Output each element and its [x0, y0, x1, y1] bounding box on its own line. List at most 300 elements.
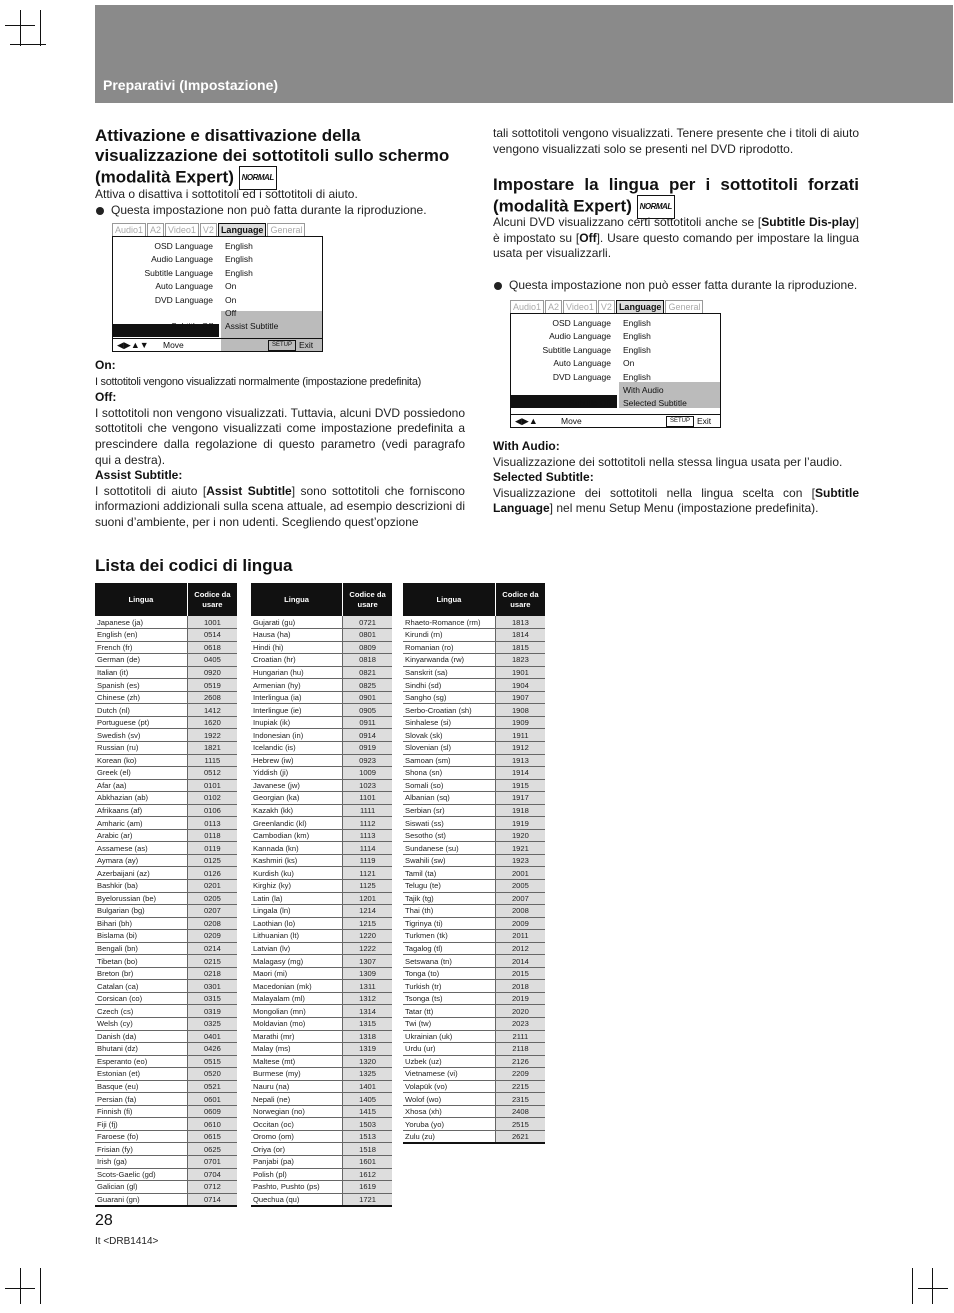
menu-row-label[interactable]: Audio Language: [151, 254, 213, 265]
language-name: Russian (ru): [95, 741, 187, 754]
language-code: 1911: [495, 729, 545, 742]
language-code: 1001: [187, 616, 237, 629]
menu-exit-label: Exit: [299, 340, 314, 350]
table-row: [403, 704, 545, 717]
menu-tab-1[interactable]: A2: [545, 300, 562, 313]
table-row: [95, 905, 237, 918]
menu-tab-4[interactable]: Language: [616, 300, 665, 313]
table-row: [251, 854, 392, 867]
language-code: 1917: [495, 792, 545, 805]
right-continuation-text: tali sottotitoli vengono visualizzati. Tenere presente che i titoli di aiuto vengono visualizzati solo se presenti nel DVD riprodotto.: [493, 126, 859, 156]
language-name: Assamese (as): [95, 842, 187, 855]
language-name: Oromo (om): [251, 1130, 343, 1143]
language-name: Italian (it): [95, 666, 187, 679]
language-name: Rhaeto-Romance (rm): [403, 616, 495, 629]
menu-row-label[interactable]: DVD Language: [154, 294, 213, 305]
language-name: Bashkir (ba): [95, 879, 187, 892]
language-code: 2020: [495, 1005, 545, 1018]
table-row: [251, 654, 392, 667]
menu-row-label[interactable]: DVD Language: [552, 371, 611, 382]
table-row: [251, 1030, 392, 1043]
table-row: [95, 1156, 237, 1169]
language-code: 0106: [187, 804, 237, 817]
table-row: [403, 1043, 545, 1056]
table-row: [403, 829, 545, 842]
language-code: 2315: [495, 1093, 545, 1106]
language-code: 1814: [495, 629, 545, 642]
right-continuation: [493, 126, 859, 157]
col-header-code: Codice da usare: [495, 583, 545, 616]
language-code: 1023: [343, 779, 392, 792]
language-code: 1220: [343, 930, 392, 943]
table-row: [403, 1068, 545, 1081]
crop-mark: [5, 1288, 35, 1289]
language-name: Tatar (tt): [403, 1005, 495, 1018]
language-code: 1009: [343, 767, 392, 780]
menu-row-label[interactable]: Subtitle Display: [154, 308, 213, 318]
language-name: Shona (sn): [403, 767, 495, 780]
language-name: Tajik (tg): [403, 892, 495, 905]
crop-mark: [918, 1288, 948, 1289]
table-row: [403, 905, 545, 918]
with-audio-label: With Audio:: [493, 439, 560, 453]
menu-move-label: Move: [163, 340, 184, 350]
setup-menu-screen: [112, 222, 323, 352]
language-code: 1325: [343, 1068, 392, 1081]
assist-text-bold: Assist Subtitle: [206, 483, 292, 498]
menu-row-label[interactable]: OSD Language: [154, 241, 213, 251]
menu-panel: [112, 236, 323, 352]
language-code: 1612: [343, 1168, 392, 1181]
language-code: 0809: [343, 641, 392, 654]
table-row: [251, 666, 392, 679]
arrow-keys-icon: ◀▶▲: [515, 416, 538, 426]
language-code: 0521: [187, 1080, 237, 1093]
language-code: 2023: [495, 1018, 545, 1031]
menu-tabs: [112, 222, 323, 236]
table-row: [403, 842, 545, 855]
language-code: 0218: [187, 967, 237, 980]
language-code: 2014: [495, 955, 545, 968]
menu-row-value[interactable]: English: [623, 344, 651, 355]
language-code: 1620: [187, 716, 237, 729]
language-name: Afrikaans (af): [95, 804, 187, 817]
language-code: 1114: [343, 842, 392, 855]
language-name: Zulu (zu): [403, 1130, 495, 1143]
language-code: 1619: [343, 1181, 392, 1194]
menu-row-value[interactable]: English: [225, 241, 253, 251]
table-row: [403, 992, 545, 1005]
language-code: 1309: [343, 967, 392, 980]
table-row: [95, 792, 237, 805]
menu-row-value[interactable]: With Audio: [623, 385, 664, 395]
table-row: [403, 1080, 545, 1093]
table-row: [95, 980, 237, 993]
language-code: 1319: [343, 1043, 392, 1056]
menu-tab-0[interactable]: Audio1: [510, 300, 544, 313]
arrow-keys-icon: ◀▶▲▼: [117, 340, 149, 350]
table-row: [95, 879, 237, 892]
table-row: [251, 804, 392, 817]
language-name: Telugu (te): [403, 879, 495, 892]
language-code: 0426: [187, 1043, 237, 1056]
table-row: [95, 741, 237, 754]
table-row: [403, 817, 545, 830]
language-code: 0215: [187, 955, 237, 968]
table-row: [95, 729, 237, 742]
language-name: Pashto, Pushto (ps): [251, 1181, 343, 1194]
table-row: [251, 955, 392, 968]
table-row: [95, 992, 237, 1005]
menu-row-label[interactable]: OSD Language: [552, 318, 611, 328]
table-row: [95, 854, 237, 867]
language-name: Malay (ms): [251, 1043, 343, 1056]
language-name: Abkhazian (ab): [95, 792, 187, 805]
language-name: Sindhi (sd): [403, 679, 495, 692]
menu-footer: [113, 338, 322, 351]
table-row: [403, 1005, 545, 1018]
menu-row-value[interactable]: English: [225, 267, 253, 278]
table-row: [251, 616, 392, 629]
table-row: [251, 980, 392, 993]
language-name: Panjabi (pa): [251, 1156, 343, 1169]
language-code: 1920: [495, 829, 545, 842]
language-name: Irish (ga): [95, 1156, 187, 1169]
language-name: Gujarati (gu): [251, 616, 343, 629]
table-row: [95, 804, 237, 817]
setup-key-icon: SETUP: [268, 340, 296, 351]
language-code: 0712: [187, 1181, 237, 1194]
menu-footer: [511, 414, 720, 427]
language-code: 0101: [187, 779, 237, 792]
language-name: Sanskrit (sa): [403, 666, 495, 679]
menu-tab-5[interactable]: General: [665, 300, 703, 313]
language-code: 2005: [495, 879, 545, 892]
language-name: Icelandic (is): [251, 741, 343, 754]
language-code: 2608: [187, 691, 237, 704]
language-name: Fiji (fj): [95, 1118, 187, 1131]
header-bar: [95, 5, 953, 103]
table-row: [95, 641, 237, 654]
col-header-language: Lingua: [403, 583, 495, 616]
menu-tab-5[interactable]: General: [267, 223, 305, 236]
menu-row-value[interactable]: Assist Subtitle: [225, 321, 279, 332]
right-intro-b: Subtitle Dis-play: [761, 215, 856, 229]
table-row: [403, 729, 545, 742]
table-row: [251, 1068, 392, 1081]
left-intro: [95, 187, 465, 203]
language-name: Bulgarian (bg): [95, 905, 187, 918]
table-row: [403, 867, 545, 880]
language-name: Esperanto (eo): [95, 1055, 187, 1068]
language-name: Tibetan (bo): [95, 955, 187, 968]
language-name: Spanish (es): [95, 679, 187, 692]
language-name: Hebrew (iw): [251, 754, 343, 767]
menu-row-value[interactable]: English: [623, 318, 651, 328]
language-name: Aymara (ay): [95, 854, 187, 867]
table-row: [251, 1055, 392, 1068]
language-name: Swedish (sv): [95, 729, 187, 742]
language-code-table: [95, 583, 237, 1207]
menu-row-label[interactable]: Subtitle Off: [171, 321, 213, 332]
table-row: [403, 691, 545, 704]
table-row: [95, 1005, 237, 1018]
left-bullet: [95, 203, 465, 219]
language-code: 2011: [495, 930, 545, 943]
language-name: Faroese (fo): [95, 1130, 187, 1143]
menu-row-label[interactable]: Subtitle Display: [552, 385, 611, 395]
table-row: [95, 704, 237, 717]
menu-row-label[interactable]: Subtitle Language: [542, 344, 611, 355]
language-code: 1111: [343, 804, 392, 817]
table-row: [251, 1130, 392, 1143]
language-code: 1415: [343, 1105, 392, 1118]
language-name: Volapük (vo): [403, 1080, 495, 1093]
table-row: [403, 679, 545, 692]
language-name: Estonian (et): [95, 1068, 187, 1081]
language-name: Yoruba (yo): [403, 1118, 495, 1131]
table-row: [251, 641, 392, 654]
menu-row-value[interactable]: On: [623, 358, 635, 369]
language-name: Bislama (bi): [95, 930, 187, 943]
menu-row-value[interactable]: English: [623, 331, 651, 342]
crop-mark: [5, 25, 35, 26]
language-code: 0911: [343, 716, 392, 729]
language-code: 1922: [187, 729, 237, 742]
menu-row-value[interactable]: English: [225, 254, 253, 265]
table-row: [403, 980, 545, 993]
menu-row-label[interactable]: Audio Language: [549, 331, 611, 342]
table-row: [403, 1030, 545, 1043]
table-row: [251, 1193, 392, 1206]
table-row: [95, 1018, 237, 1031]
menu-row-label[interactable]: Auto Language: [553, 358, 611, 369]
table-row: [95, 691, 237, 704]
language-name: Somali (so): [403, 779, 495, 792]
language-code: 1312: [343, 992, 392, 1005]
crop-mark: [20, 10, 21, 46]
language-code: 0901: [343, 691, 392, 704]
language-code: 1821: [187, 741, 237, 754]
language-code: 1113: [343, 829, 392, 842]
menu-tab-3[interactable]: V2: [598, 300, 615, 313]
normal-mode-badge: NORMAL: [239, 166, 277, 190]
table-row: [95, 1130, 237, 1143]
language-name: Kashmiri (ks): [251, 854, 343, 867]
table-row: [95, 917, 237, 930]
menu-row-value[interactable]: English: [623, 371, 651, 382]
language-name: Hausa (ha): [251, 629, 343, 642]
language-name: Interlingua (ia): [251, 691, 343, 704]
table-row: [251, 879, 392, 892]
language-code: 0102: [187, 792, 237, 805]
menu-tab-1[interactable]: A2: [147, 223, 164, 236]
right-bullet-text: Questa impostazione non può esser fatta durante la riproduzione.: [509, 277, 858, 292]
table-row: [251, 1080, 392, 1093]
table-row: [251, 779, 392, 792]
menu-row-value[interactable]: Selected Subtitle: [623, 398, 687, 409]
language-name: Bengali (bn): [95, 942, 187, 955]
setup-key-icon: SETUP: [666, 416, 694, 427]
table-row: [251, 829, 392, 842]
language-name: Scots-Gaelic (gd): [95, 1168, 187, 1181]
language-code: 0825: [343, 679, 392, 692]
table-row: [403, 716, 545, 729]
language-code: 0609: [187, 1105, 237, 1118]
menu-tab-0[interactable]: Audio1: [112, 223, 146, 236]
language-code: 0914: [343, 729, 392, 742]
table-row: [251, 1181, 392, 1194]
table-row: [251, 716, 392, 729]
menu-row-label[interactable]: Subtitle Off: [569, 398, 611, 409]
language-name: Ukrainian (uk): [403, 1030, 495, 1043]
language-name: Greenlandic (kl): [251, 817, 343, 830]
table-row: [95, 654, 237, 667]
menu-tab-4[interactable]: Language: [218, 223, 267, 236]
col-header-code: Codice da usare: [343, 583, 392, 616]
table-row: [95, 1080, 237, 1093]
language-code: 0208: [187, 917, 237, 930]
language-code: 0125: [187, 854, 237, 867]
language-code: 1318: [343, 1030, 392, 1043]
table-row: [251, 1156, 392, 1169]
menu-row-value[interactable]: Off: [225, 308, 237, 318]
left-intro-text: Attiva o disattiva i sottotitoli ed i sottotitoli di aiuto.: [95, 187, 358, 201]
language-name: Basque (eu): [95, 1080, 187, 1093]
language-name: Frisian (fy): [95, 1143, 187, 1156]
table-row: [95, 942, 237, 955]
language-name: Guarani (gn): [95, 1193, 187, 1206]
language-name: French (fr): [95, 641, 187, 654]
language-name: Finnish (fi): [95, 1105, 187, 1118]
menu-row-value[interactable]: On: [225, 294, 237, 305]
table-row: [95, 716, 237, 729]
table-row: [403, 879, 545, 892]
language-name: Latvian (lv): [251, 942, 343, 955]
menu-row-label[interactable]: Auto Language: [155, 281, 213, 292]
language-name: Portuguese (pt): [95, 716, 187, 729]
table-row: [95, 1105, 237, 1118]
language-name: Turkmen (tk): [403, 930, 495, 943]
language-code: 1112: [343, 817, 392, 830]
language-name: Latin (la): [251, 892, 343, 905]
menu-tab-3[interactable]: V2: [200, 223, 217, 236]
language-code: 2012: [495, 942, 545, 955]
table-row: [95, 629, 237, 642]
language-code: 0519: [187, 679, 237, 692]
language-name: Samoan (sm): [403, 754, 495, 767]
right-heading: [493, 175, 859, 219]
language-name: Kazakh (kk): [251, 804, 343, 817]
language-code: 1907: [495, 691, 545, 704]
language-code: 2111: [495, 1030, 545, 1043]
language-code: 0325: [187, 1018, 237, 1031]
table-row: [403, 804, 545, 817]
language-name: Romanian (ro): [403, 641, 495, 654]
language-name: Korean (ko): [95, 754, 187, 767]
menu-row-value[interactable]: On: [225, 281, 237, 292]
language-code: 0118: [187, 829, 237, 842]
language-name: Hungarian (hu): [251, 666, 343, 679]
language-code: 2118: [495, 1043, 545, 1056]
language-name: Galician (gl): [95, 1181, 187, 1194]
language-code: 0801: [343, 629, 392, 642]
language-name: Swahili (sw): [403, 854, 495, 867]
language-name: Amharic (am): [95, 817, 187, 830]
language-code: 0401: [187, 1030, 237, 1043]
language-code: 1405: [343, 1093, 392, 1106]
language-name: Armenian (hy): [251, 679, 343, 692]
crop-mark: [932, 1268, 933, 1304]
language-name: Breton (br): [95, 967, 187, 980]
language-code: 1503: [343, 1118, 392, 1131]
table-row: [251, 1018, 392, 1031]
language-code: 1919: [495, 817, 545, 830]
language-code: 1823: [495, 654, 545, 667]
language-name: Macedonian (mk): [251, 980, 343, 993]
language-name: Chinese (zh): [95, 691, 187, 704]
language-code: 0920: [187, 666, 237, 679]
language-name: Serbo-Croatian (sh): [403, 704, 495, 717]
language-code: 0721: [343, 616, 392, 629]
language-name: Slovak (sk): [403, 729, 495, 742]
assist-label: Assist Subtitle:: [95, 468, 183, 483]
codes-heading: Lista dei codici di lingua: [95, 556, 293, 575]
language-name: Czech (cs): [95, 1005, 187, 1018]
language-code: 0207: [187, 905, 237, 918]
menu-tab-2[interactable]: Video1: [165, 223, 199, 236]
table-row: [251, 754, 392, 767]
table-row: [95, 842, 237, 855]
table-row: [251, 792, 392, 805]
with-section: [493, 439, 859, 517]
language-code: 0704: [187, 1168, 237, 1181]
table-row: [95, 1068, 237, 1081]
language-name: Dutch (nl): [95, 704, 187, 717]
language-name: Inupiak (ik): [251, 716, 343, 729]
language-code: 1913: [495, 754, 545, 767]
language-code: 0610: [187, 1118, 237, 1131]
language-name: Kirghiz (ky): [251, 879, 343, 892]
language-name: Lingala (ln): [251, 905, 343, 918]
selected-text-b: Subtitle Language: [493, 485, 859, 516]
language-name: Arabic (ar): [95, 829, 187, 842]
language-code: 1201: [343, 892, 392, 905]
table-row: [251, 867, 392, 880]
table-row: [95, 1093, 237, 1106]
table-row: [95, 1168, 237, 1181]
table-row: [403, 1105, 545, 1118]
on-section: [95, 358, 465, 531]
table-row: [403, 616, 545, 629]
language-code: 0113: [187, 817, 237, 830]
language-name: Azerbaijani (az): [95, 867, 187, 880]
language-name: Occitan (oc): [251, 1118, 343, 1131]
language-code: 0601: [187, 1093, 237, 1106]
language-name: Sangho (sg): [403, 691, 495, 704]
language-name: Burmese (my): [251, 1068, 343, 1081]
language-name: Turkish (tr): [403, 980, 495, 993]
language-name: Uzbek (uz): [403, 1055, 495, 1068]
crop-mark: [20, 1268, 21, 1304]
selected-text-c: ] nel menu Setup Menu (impostazione predefinita).: [549, 501, 819, 516]
menu-row-label[interactable]: Subtitle Language: [144, 267, 213, 278]
table-row: [403, 892, 545, 905]
table-row: [95, 930, 237, 943]
menu-tab-2[interactable]: Video1: [563, 300, 597, 313]
language-code: 2007: [495, 892, 545, 905]
off-text: I sottotitoli non vengono visualizzati. Tuttavia, alcuni DVD possiedono sottotitoli che vengono visualizzati come impostazione predefinita a prescindere dalla regolazione di questo parametro (vedi paragrafo qui a destra).: [95, 405, 465, 467]
